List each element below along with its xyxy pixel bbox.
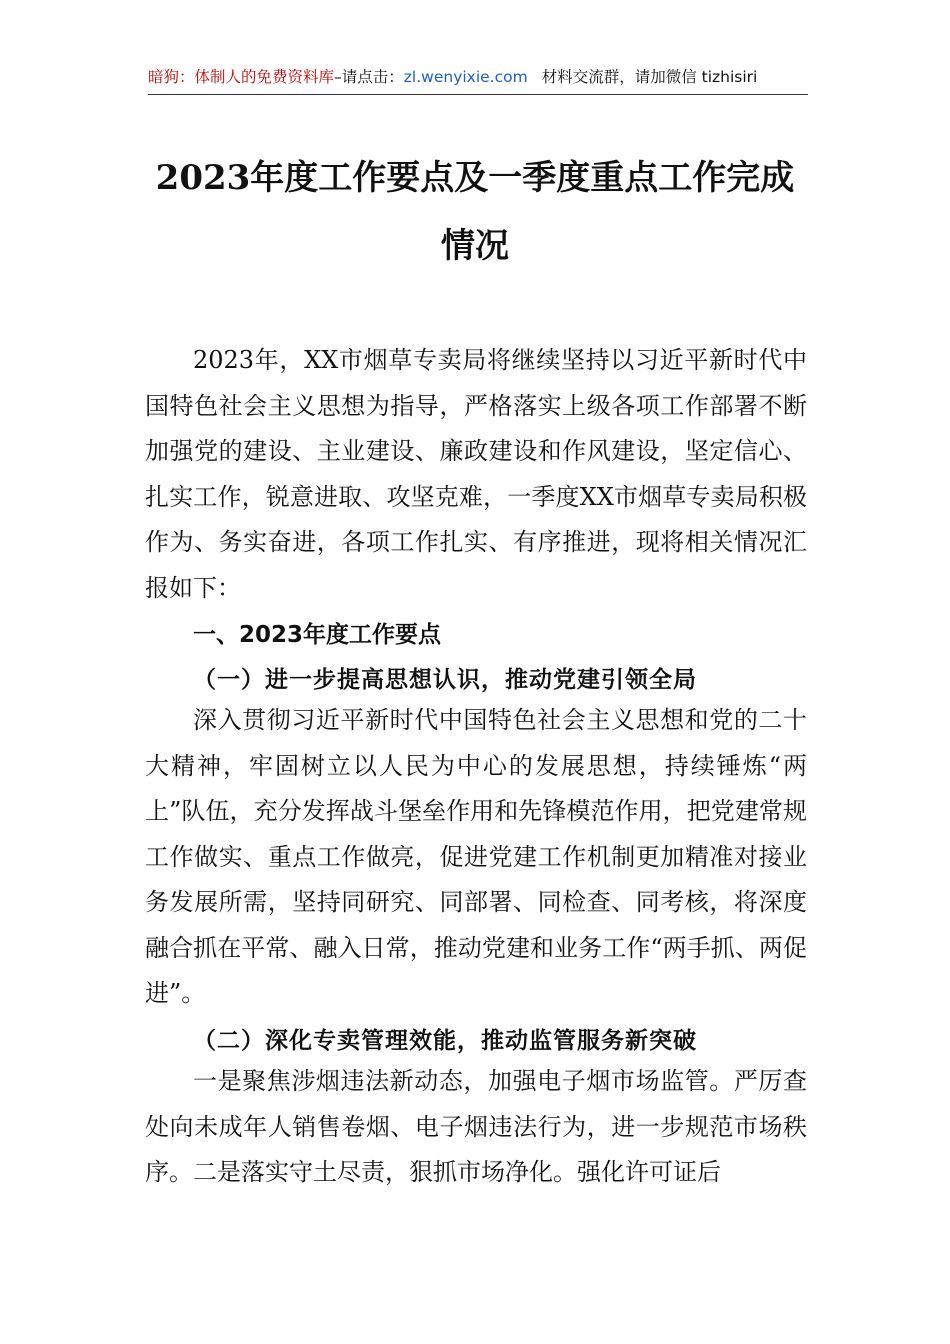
sub1-body-paragraph: 深入贯彻习近平新时代中国特色社会主义思想和党的二十大精神，牢固树立以人民为中心的发展思想，持续锤炼“两上”队伍，充分发挥战斗堡垒作用和先锋模范作用，把党建常规工作做实、重点工作做亮，促进党建工作机制更加精准对接业务发展所需，坚持同研究、同部署、同检查、同考核，将深度融合抓在平常、融入日常，推动党建和业务工作“两手抓、两促进”。 <box>145 706 807 1007</box>
section1-heading: 一、2023年度工作要点 <box>193 622 442 648</box>
document-title-line2: 情况 <box>441 226 509 266</box>
page-header <box>148 60 808 95</box>
header-url-link[interactable]: zl.wenyixie.com <box>403 68 528 86</box>
intro-paragraph: 2023年，XX市烟草专卖局将继续坚持以习近平新时代中国特色社会主义思想为指导，严格落实上级各项工作部署不断加强党的建设、主业建设、廉政建设和作风建设，坚定信心、扎实工作，锐意进取、攻坚克难，一季度XX市烟草专卖局积极作为、务实奋进，各项工作扎实、有序推进，现将相关情况汇报如下： <box>145 346 807 602</box>
document-title-line1: 2023年度工作要点及一季度重点工作完成 <box>155 158 795 198</box>
sub1-heading: （一）进一步提高思想认识，推动党建引领全局 <box>193 666 697 693</box>
sub2-body-paragraph: 一是聚焦涉烟违法新动态，加强电子烟市场监管。严厉查处向未成年人销售卷烟、电子烟违法行为，进一步规范市场秩序。二是落实守土尽责，狠抓市场净化。强化许可证后 <box>145 1067 807 1186</box>
header-wechat: 材料交流群，请加微信 tizhisiri <box>541 68 758 86</box>
header-click-prefix: –请点击： <box>334 68 404 86</box>
sub2-heading: （二）深化专卖管理效能，推动监管服务新突破 <box>193 1027 697 1054</box>
header-source: 暗狗：体制人的免费资料库 <box>148 68 335 86</box>
